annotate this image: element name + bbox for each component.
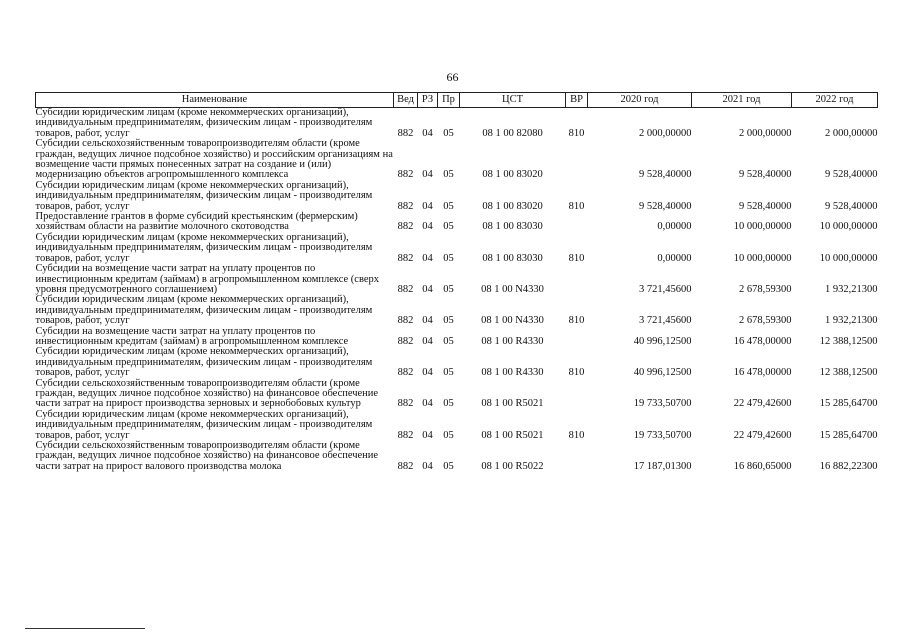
pr-cell: 05 [443, 127, 454, 139]
amount-2020-cell: 9 528,40000 [639, 169, 692, 181]
ved-cell: 882 [397, 398, 414, 410]
amount-2021-cell: 10 000,00000 [733, 252, 792, 264]
ved-cell: 882 [397, 200, 414, 212]
rz-cell: 04 [422, 169, 433, 181]
table-row [36, 108, 878, 140]
amount-2020-cell: 0,00000 [657, 252, 692, 264]
ved-cell: 882 [397, 169, 414, 181]
ved-cell: 882 [397, 315, 414, 327]
vr-cell: 810 [568, 127, 585, 139]
name-cell: Субсидии юридическим лицам (кроме некоммерческих организаций), индивидуальным предпринимателям, физическим лицам - производителям товаров, работ, услуг [35, 179, 373, 212]
ved-cell: 882 [397, 283, 414, 295]
amount-2020-cell: 3 721,45600 [639, 283, 692, 295]
amount-2021-cell: 16 478,00000 [733, 335, 792, 347]
amount-2020-cell: 19 733,50700 [633, 398, 692, 410]
vr-cell: 810 [568, 429, 585, 441]
amount-2021-cell: 22 479,42600 [733, 398, 792, 410]
pr-cell: 05 [443, 221, 454, 233]
pr-cell: 05 [443, 169, 454, 181]
vr-cell [566, 379, 588, 410]
amount-2021-cell: 2 678,59300 [739, 315, 792, 327]
amount-2022-cell: 1 932,21300 [825, 315, 878, 327]
vr-cell: 810 [568, 367, 585, 379]
amount-2022-cell: 9 528,40000 [825, 200, 878, 212]
pr-cell: 05 [443, 429, 454, 441]
amount-2022-cell: 10 000,00000 [819, 221, 878, 233]
table-row [36, 379, 878, 410]
ved-cell: 882 [397, 221, 414, 233]
amount-2020-cell: 40 996,12500 [633, 367, 692, 379]
name-cell: Субсидии сельскохозяйственным товаропроизводителям области (кроме граждан, ведущих личное подсобное хозяйство) и российским организациям на возмещение части прямых понесенных затрат на создание и (или) модернизацию объектов агропромышленного комплекса [35, 138, 393, 181]
amount-2020-cell: 17 187,01300 [633, 460, 692, 472]
rz-cell: 04 [422, 315, 433, 327]
table-row [36, 264, 878, 295]
table-body [36, 108, 878, 473]
ved-cell: 882 [397, 460, 414, 472]
table-row [36, 347, 878, 378]
col-header-vr: ВР [566, 93, 588, 108]
name-cell: Субсидии юридическим лицам (кроме некоммерческих организаций), индивидуальным предпринимателям, физическим лицам - производителям товаров, работ, услуг [35, 294, 373, 327]
vr-cell [566, 441, 588, 472]
col-header-2021: 2021 год [692, 93, 792, 108]
amount-2022-cell: 15 285,64700 [819, 398, 878, 410]
amount-2020-cell: 19 733,50700 [633, 429, 692, 441]
amount-2021-cell: 2 000,00000 [739, 127, 792, 139]
pr-cell: 05 [443, 460, 454, 472]
amount-2021-cell: 22 479,42600 [733, 429, 792, 441]
cst-cell: 08 1 00 R4330 [481, 367, 544, 379]
cst-cell: 08 1 00 83030 [482, 252, 543, 264]
rz-cell: 04 [422, 429, 433, 441]
col-header-cst: ЦСТ [460, 93, 566, 108]
pr-cell: 05 [443, 200, 454, 212]
ved-cell: 882 [397, 367, 414, 379]
rz-cell: 04 [422, 221, 433, 233]
table-row [36, 410, 878, 441]
amount-2021-cell: 10 000,00000 [733, 221, 792, 233]
rz-cell: 04 [422, 460, 433, 472]
ved-cell: 882 [397, 252, 414, 264]
amount-2020-cell: 40 996,12500 [633, 335, 692, 347]
pr-cell: 05 [443, 335, 454, 347]
cst-cell: 08 1 00 R5022 [481, 460, 544, 472]
cst-cell: 08 1 00 R5021 [481, 398, 544, 410]
amount-2022-cell: 2 000,00000 [825, 127, 878, 139]
table-row [36, 212, 878, 233]
pr-cell: 05 [443, 252, 454, 264]
ved-cell: 882 [397, 335, 414, 347]
table-row [36, 233, 878, 264]
amount-2021-cell: 2 678,59300 [739, 283, 792, 295]
amount-2020-cell: 9 528,40000 [639, 200, 692, 212]
vr-cell: 810 [568, 315, 585, 327]
vr-cell [566, 212, 588, 233]
name-cell: Субсидии на возмещение части затрат на уплату процентов по инвестиционным кредитам (займам) в агропромышленном комплексе (сверх уровня предусмотренного соглашением) [35, 263, 380, 295]
cst-cell: 08 1 00 83020 [482, 200, 543, 212]
rz-cell: 04 [422, 127, 433, 139]
name-cell: Субсидии юридическим лицам (кроме некоммерческих организаций), индивидуальным предпринимателям, физическим лицам - производителям товаров, работ, услуг [35, 346, 373, 379]
pr-cell: 05 [443, 398, 454, 410]
amount-2020-cell: 2 000,00000 [639, 127, 692, 139]
col-header-rz: РЗ [418, 93, 438, 108]
amount-2022-cell: 15 285,64700 [819, 429, 878, 441]
cst-cell: 08 1 00 N4330 [481, 315, 544, 327]
name-cell: Субсидии юридическим лицам (кроме некоммерческих организаций), индивидуальным предпринимателям, физическим лицам - производителям товаров, работ, услуг [35, 107, 373, 139]
pr-cell: 05 [443, 283, 454, 295]
rz-cell: 04 [422, 367, 433, 379]
name-cell: Субсидии сельскохозяйственным товаропроизводителям области (кроме граждан, ведущих личное подсобное хозяйство) на финансовое обеспечение части затрат на прирост производства зерновых и зернобобовых культур [35, 377, 379, 410]
cst-cell: 08 1 00 82080 [482, 127, 543, 139]
ved-cell: 882 [397, 127, 414, 139]
name-cell: Субсидии юридическим лицам (кроме некоммерческих организаций), индивидуальным предпринимателям, физическим лицам - производителям товаров, работ, услуг [35, 408, 373, 441]
amount-2021-cell: 9 528,40000 [739, 169, 792, 181]
table-row [36, 139, 878, 181]
amount-2022-cell: 1 932,21300 [825, 283, 878, 295]
amount-2021-cell: 9 528,40000 [739, 200, 792, 212]
table-row [36, 441, 878, 472]
budget-table [35, 92, 878, 472]
pr-cell: 05 [443, 367, 454, 379]
vr-cell [566, 139, 588, 181]
cst-cell: 08 1 00 R5021 [481, 429, 544, 441]
page-number: 66 [446, 70, 459, 84]
amount-2022-cell: 12 388,12500 [819, 367, 878, 379]
amount-2022-cell: 12 388,12500 [819, 335, 878, 347]
name-cell: Предоставление грантов в форме субсидий крестьянским (фермерским) хозяйствам области на развитие молочного скотоводства [35, 211, 358, 233]
table-row [36, 295, 878, 326]
vr-cell: 810 [568, 252, 585, 264]
amount-2020-cell: 3 721,45600 [639, 315, 692, 327]
amount-2022-cell: 10 000,00000 [819, 252, 878, 264]
cst-cell: 08 1 00 83030 [482, 221, 543, 233]
pr-cell: 05 [443, 315, 454, 327]
table-row [36, 181, 878, 212]
rz-cell: 04 [422, 252, 433, 264]
vr-cell: 810 [568, 200, 585, 212]
rz-cell: 04 [422, 335, 433, 347]
table-row [36, 327, 878, 348]
amount-2022-cell: 9 528,40000 [825, 169, 878, 181]
name-cell: Субсидии юридическим лицам (кроме некоммерческих организаций), индивидуальным предпринимателям, физическим лицам - производителям товаров, работ, услуг [35, 231, 373, 264]
cst-cell: 08 1 00 N4330 [481, 283, 544, 295]
amount-2022-cell: 16 882,22300 [819, 460, 878, 472]
header-row [36, 93, 878, 108]
rz-cell: 04 [422, 200, 433, 212]
amount-2021-cell: 16 860,65000 [733, 460, 792, 472]
name-cell: Субсидии на возмещение части затрат на уплату процентов по инвестиционным кредитам (займам) в агропромышленном комплексе [35, 325, 349, 347]
amount-2021-cell: 16 478,00000 [733, 367, 792, 379]
col-header-ved: Вед [394, 93, 418, 108]
rz-cell: 04 [422, 283, 433, 295]
cst-cell: 08 1 00 R4330 [481, 335, 544, 347]
col-header-pr: Пр [438, 93, 460, 108]
amount-2020-cell: 0,00000 [657, 221, 692, 233]
rz-cell: 04 [422, 398, 433, 410]
col-header-name: Наименование [36, 93, 394, 108]
vr-cell [566, 327, 588, 348]
ved-cell: 882 [397, 429, 414, 441]
vr-cell [566, 264, 588, 295]
cst-cell: 08 1 00 83020 [482, 169, 543, 181]
footnote-divider [25, 628, 145, 629]
col-header-2022: 2022 год [792, 93, 878, 108]
col-header-2020: 2020 год [588, 93, 692, 108]
name-cell: Субсидии сельскохозяйственным товаропроизводителям области (кроме граждан, ведущих личное подсобное хозяйство) на финансовое обеспечение части затрат на прирост валового производства молока [35, 440, 379, 472]
